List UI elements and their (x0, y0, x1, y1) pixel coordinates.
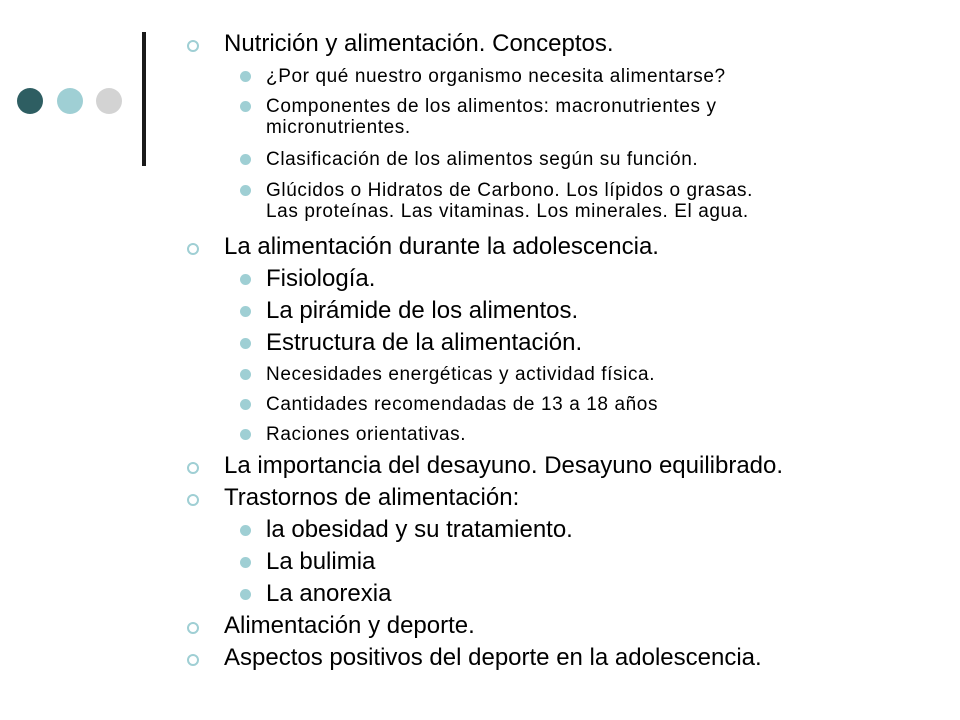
dot-bullet-icon (240, 185, 251, 196)
outline-item-text: La importancia del desayuno. Desayuno equilibrado. (224, 452, 784, 479)
outline-item-text: Raciones orientativas. (266, 424, 467, 445)
outline-item-text: Aspectos positivos del deporte en la adolescencia. (224, 644, 762, 671)
ring-bullet-icon (187, 40, 199, 52)
outline-item-text-line1: Glúcidos o Hidratos de Carbono. Los lípidos o grasas. (266, 180, 753, 201)
outline-item-text-line2: Las proteínas. Las vitaminas. Los minerales. El agua. (266, 201, 749, 222)
outline-item-text: La pirámide de los alimentos. (266, 297, 579, 324)
dot-bullet-icon (240, 101, 251, 112)
outline-item-text: ¿Por qué nuestro organismo necesita alimentarse? (266, 66, 726, 87)
outline-item-text: Cantidades recomendadas de 13 a 18 años (266, 394, 659, 415)
dot-bullet-icon (240, 154, 251, 165)
ring-bullet-icon (187, 654, 199, 666)
dot-bullet-icon (240, 71, 251, 82)
outline-item-text: Clasificación de los alimentos según su función. (266, 149, 699, 170)
outline-item-text: Fisiología. (266, 265, 376, 292)
ring-bullet-icon (187, 622, 199, 634)
ring-bullet-icon (187, 243, 199, 255)
dot-bullet-icon (240, 369, 251, 380)
outline-item-text: Estructura de la alimentación. (266, 329, 583, 356)
outline-item-text: Trastornos de alimentación: (224, 484, 520, 511)
dot-bullet-icon (240, 306, 251, 317)
outline-item-text: La anorexia (266, 580, 392, 607)
ring-bullet-icon (187, 494, 199, 506)
ring-bullet-icon (187, 462, 199, 474)
dot-bullet-icon (240, 429, 251, 440)
outline-item-text: Alimentación y deporte. (224, 612, 475, 639)
outline-item-text: Nutrición y alimentación. Conceptos. (224, 30, 614, 57)
outline-item-text: la obesidad y su tratamiento. (266, 516, 573, 543)
dot-bullet-icon (240, 274, 251, 285)
outline-item-text-line2: micronutrientes. (266, 117, 411, 138)
dot-bullet-icon (240, 525, 251, 536)
dot-bullet-icon (240, 338, 251, 349)
outline-item-text-line1: Componentes de los alimentos: macronutrientes y (266, 96, 717, 117)
outline-item-text: Necesidades energéticas y actividad física. (266, 364, 656, 385)
dot-bullet-icon (240, 557, 251, 568)
outline-item-text: La bulimia (266, 548, 376, 575)
dot-bullet-icon (240, 399, 251, 410)
outline-item-text: La alimentación durante la adolescencia. (224, 233, 659, 260)
dot-bullet-icon (240, 589, 251, 600)
